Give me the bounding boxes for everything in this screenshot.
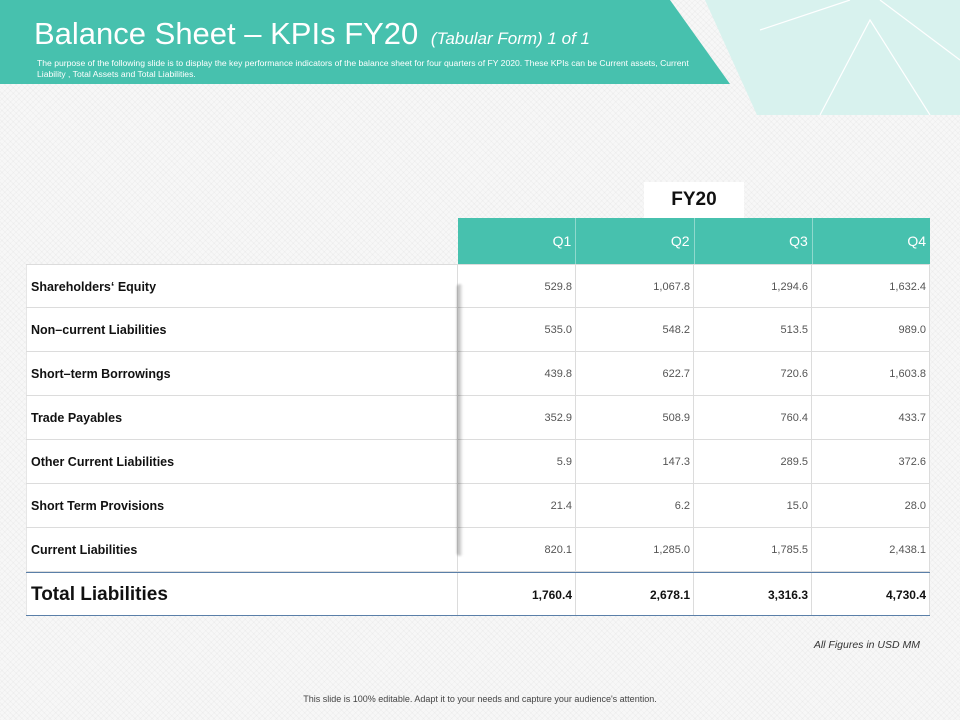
cell-value: 720.6 <box>694 352 812 395</box>
row-label: Shareholders‘ Equity <box>26 265 458 307</box>
cell-value: 1,632.4 <box>812 265 930 307</box>
total-row <box>26 572 930 616</box>
page-description: The purpose of the following slide is to display the key performance indicators of the balance sheet for four quarters of FY 2020. These KPIs can be Current assets, Current Liability , Total Assets and Total Liabilities. <box>37 58 689 79</box>
total-value: 2,678.1 <box>576 573 694 615</box>
table-row <box>26 440 930 484</box>
quarter-header: Q3 <box>695 218 813 264</box>
cell-value: 433.7 <box>812 396 930 439</box>
total-value: 3,316.3 <box>694 573 812 615</box>
cell-value: 28.0 <box>812 484 930 527</box>
cell-value: 760.4 <box>694 396 812 439</box>
table-row <box>26 484 930 528</box>
cell-value: 1,785.5 <box>694 528 812 571</box>
table-row <box>26 528 930 572</box>
units-note: All Figures in USD MM <box>813 639 920 651</box>
cell-value: 147.3 <box>576 440 694 483</box>
cell-value: 439.8 <box>458 352 576 395</box>
quarter-header: Q1 <box>458 218 576 264</box>
quarter-header: Q4 <box>907 233 926 249</box>
header-band <box>0 0 960 115</box>
cell-value: 548.2 <box>576 308 694 351</box>
cell-value: 1,067.8 <box>576 265 694 307</box>
cell-value: 1,603.8 <box>812 352 930 395</box>
row-label: Other Current Liabilities <box>26 440 458 483</box>
cell-value: 352.9 <box>458 396 576 439</box>
cell-value: 535.0 <box>458 308 576 351</box>
quarter-header-row <box>458 218 930 264</box>
cell-value: 508.9 <box>576 396 694 439</box>
page-title <box>34 16 590 52</box>
quarter-header: Q2 <box>576 218 694 264</box>
cell-value: 820.1 <box>458 528 576 571</box>
table-row <box>26 352 930 396</box>
cell-value: 1,294.6 <box>694 265 812 307</box>
cell-value: 289.5 <box>694 440 812 483</box>
cell-value: 15.0 <box>694 484 812 527</box>
period-label: FY20 <box>644 182 744 218</box>
table-row <box>26 264 930 308</box>
title-suffix: (Tabular Form) 1 of 1 <box>430 29 590 48</box>
row-label: Trade Payables <box>26 396 458 439</box>
column-divider-shadow <box>457 284 463 556</box>
cell-value: 622.7 <box>576 352 694 395</box>
kpi-table <box>26 264 930 616</box>
cell-value: 6.2 <box>576 484 694 527</box>
row-label: Non–current Liabilities <box>26 308 458 351</box>
cell-value: 5.9 <box>458 440 576 483</box>
cell-value: 2,438.1 <box>812 528 930 571</box>
total-value: 1,760.4 <box>458 573 576 615</box>
total-label: Total Liabilities <box>26 573 458 615</box>
cell-value: 989.0 <box>812 308 930 351</box>
table-row <box>26 396 930 440</box>
cell-value: 529.8 <box>458 265 576 307</box>
row-label: Short–term Borrowings <box>26 352 458 395</box>
title-main: Balance Sheet – KPIs FY20 <box>34 16 419 51</box>
total-value: 4,730.4 <box>812 573 930 615</box>
cell-value: 21.4 <box>458 484 576 527</box>
cell-value: 1,285.0 <box>576 528 694 571</box>
table-row <box>26 308 930 352</box>
row-label: Short Term Provisions <box>26 484 458 527</box>
row-label: Current Liabilities <box>26 528 458 571</box>
footer-text: This slide is 100% editable. Adapt it to your needs and capture your audience's attention. <box>303 694 657 704</box>
cell-value: 513.5 <box>694 308 812 351</box>
cell-value: 372.6 <box>812 440 930 483</box>
